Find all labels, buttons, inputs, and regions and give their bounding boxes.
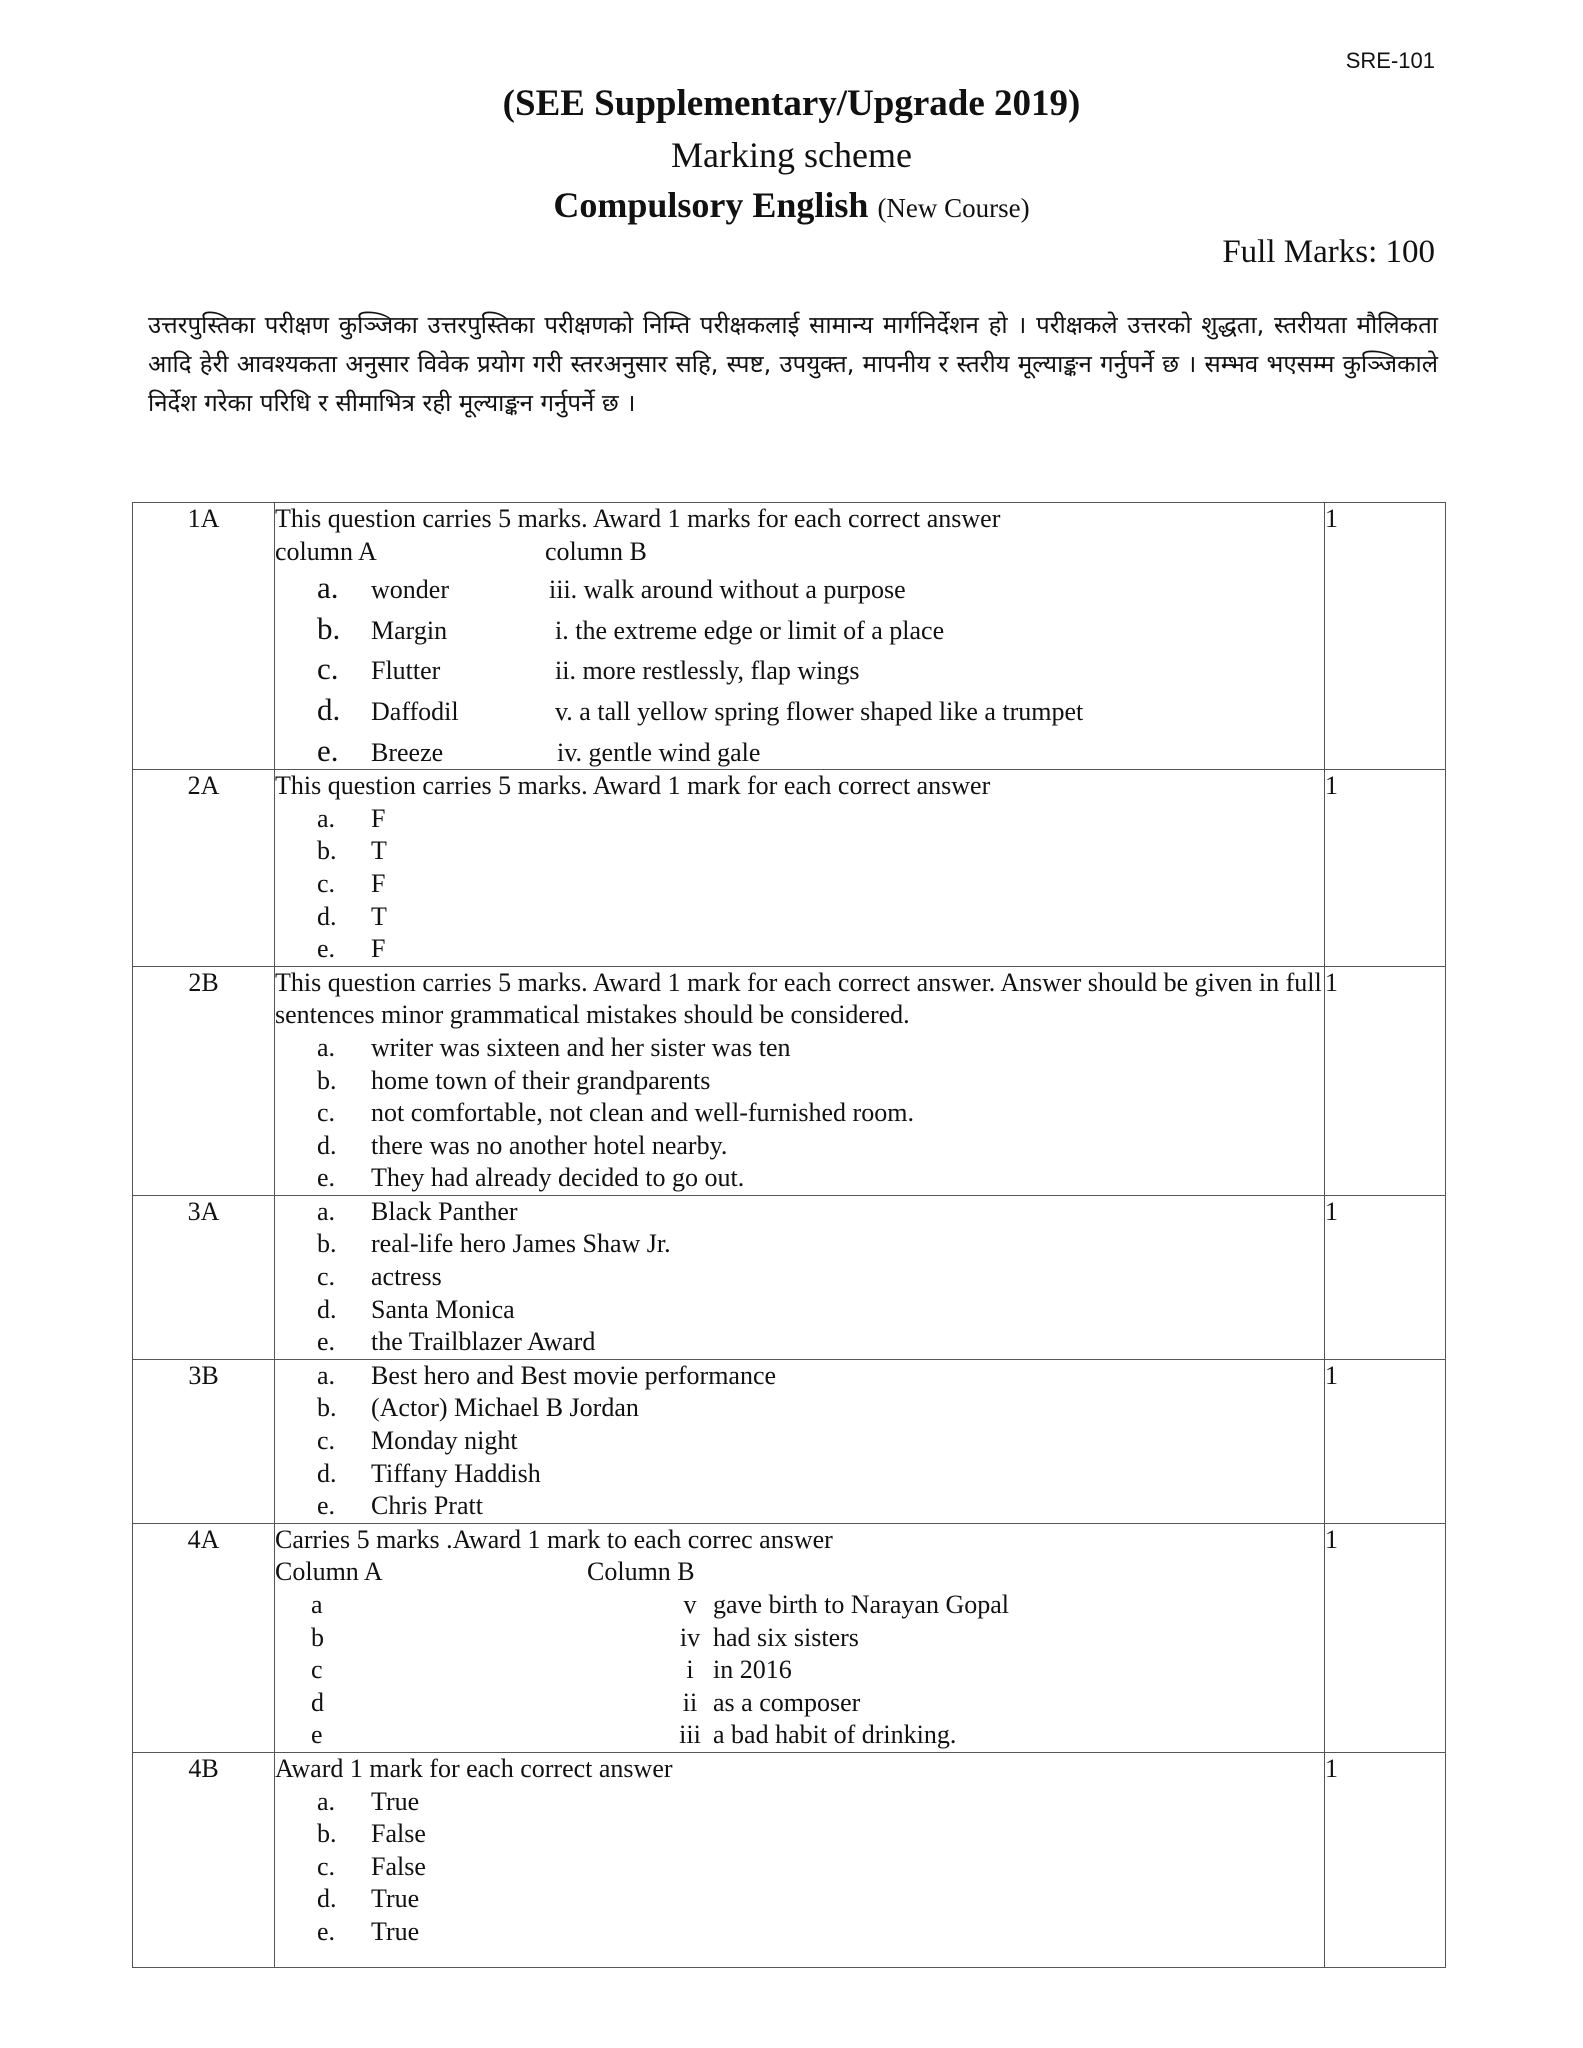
list-item <box>275 1786 1324 1819</box>
list-item <box>275 1490 1324 1523</box>
column-b-number: iv <box>679 1622 701 1652</box>
list-item <box>275 610 1324 648</box>
item-letter: a. <box>317 570 339 606</box>
list-item <box>275 933 1324 966</box>
item-letter: c. <box>317 1262 336 1292</box>
item-letter: e. <box>317 934 336 964</box>
list-item <box>275 803 1324 836</box>
item-letter: b. <box>317 1065 337 1095</box>
column-a-letter: b <box>311 1622 324 1652</box>
item-answer: not comfortable, not clean and well-furnished room. <box>371 1098 914 1128</box>
question-number: 4A <box>133 1523 275 1752</box>
list-item <box>275 1294 1324 1327</box>
column-a-header: column A <box>275 536 377 566</box>
marks-cell: 1 <box>1325 966 1446 1195</box>
item-answer: real-life hero James Shaw Jr. <box>371 1229 671 1259</box>
column-b-text: had six sisters <box>713 1622 859 1652</box>
question-content <box>275 503 1325 770</box>
question-content <box>275 770 1325 967</box>
table-row <box>133 1359 1446 1523</box>
list-item <box>275 1032 1324 1065</box>
list-item <box>275 1458 1324 1491</box>
table-row <box>133 770 1446 967</box>
question-number: 3A <box>133 1195 275 1359</box>
column-b-text: as a composer <box>713 1687 861 1717</box>
question-intro: This question carries 5 marks. Award 1 mark for each correct answer. Answer should be given in full sentences minor grammatical mistakes should be considered. <box>275 967 1322 1030</box>
item-letter: e. <box>317 1163 336 1193</box>
marking-table <box>132 502 1446 1968</box>
question-content <box>275 966 1325 1195</box>
list-item <box>275 1196 1324 1229</box>
item-answer: writer was sixteen and her sister was ten <box>371 1032 791 1062</box>
table-row <box>133 1195 1446 1359</box>
item-letter: d. <box>317 1294 337 1324</box>
question-content <box>275 1195 1325 1359</box>
table-row <box>133 503 1446 770</box>
item-letter: c. <box>317 651 339 687</box>
marks-cell: 1 <box>1325 1752 1446 1967</box>
table-row <box>133 1752 1446 1967</box>
item-letter: c. <box>317 1098 336 1128</box>
column-a-word: Breeze <box>371 737 444 767</box>
exam-title: (SEE Supplementary/Upgrade 2019) <box>502 83 1081 124</box>
item-answer: Best hero and Best movie performance <box>371 1360 777 1390</box>
column-b-text: in 2016 <box>713 1655 792 1685</box>
item-answer: Santa Monica <box>371 1294 515 1324</box>
item-answer: T <box>371 901 387 931</box>
item-answer: Tiffany Haddish <box>371 1458 541 1488</box>
question-content <box>275 1359 1325 1523</box>
item-letter: d. <box>317 691 341 727</box>
list-item <box>275 868 1324 901</box>
marking-scheme-subtitle: Marking scheme <box>671 135 912 175</box>
item-answer: Monday night <box>371 1426 518 1456</box>
list-item <box>275 901 1324 934</box>
subject-heading <box>0 184 1583 226</box>
list-item <box>275 1360 1324 1393</box>
item-letter: a. <box>317 1196 336 1226</box>
item-letter: b. <box>317 1393 337 1423</box>
list-item <box>275 691 1324 729</box>
question-number: 4B <box>133 1752 275 1967</box>
list-item <box>275 653 1324 688</box>
item-answer: actress <box>371 1262 442 1292</box>
item-answer: F <box>371 868 386 898</box>
full-marks: Full Marks: 100 <box>1222 234 1435 270</box>
column-a-letter: e <box>311 1720 323 1750</box>
item-letter: d. <box>317 1458 337 1488</box>
list-item <box>275 1851 1324 1884</box>
item-letter: a. <box>317 1786 336 1816</box>
list-item <box>275 1622 1324 1655</box>
item-letter: a. <box>317 1360 336 1390</box>
item-letter: d. <box>317 901 337 931</box>
list-item <box>275 1326 1324 1359</box>
item-letter: d. <box>317 1884 337 1914</box>
list-item <box>275 1392 1324 1425</box>
column-a-word: wonder <box>371 575 449 605</box>
question-number: 1A <box>133 503 275 770</box>
list-item <box>275 1130 1324 1163</box>
item-answer: there was no another hotel nearby. <box>371 1130 728 1160</box>
column-b-header: column B <box>545 536 647 566</box>
item-answer: They had already decided to go out. <box>371 1163 745 1193</box>
item-answer: Black Panther <box>371 1196 518 1226</box>
item-answer: False <box>371 1819 426 1849</box>
column-a-letter: c <box>311 1655 323 1685</box>
list-item <box>275 1162 1324 1195</box>
item-letter: a. <box>317 803 336 833</box>
column-a-header: Column A <box>275 1557 383 1587</box>
column-b-meaning: i. the extreme edge or limit of a place <box>555 615 945 645</box>
column-b-meaning: ii. more restlessly, flap wings <box>555 656 860 686</box>
item-letter: c. <box>317 1426 336 1456</box>
item-letter: e. <box>317 1491 336 1521</box>
list-item <box>275 1228 1324 1261</box>
list-item <box>275 1883 1324 1916</box>
question-intro: This question carries 5 marks. Award 1 marks for each correct answer <box>275 504 1001 533</box>
item-answer: True <box>371 1884 420 1914</box>
list-item <box>275 1818 1324 1851</box>
item-letter: b. <box>317 1229 337 1259</box>
question-intro: This question carries 5 marks. Award 1 mark for each correct answer <box>275 771 991 801</box>
question-intro: Carries 5 marks .Award 1 mark to each correc answer <box>275 1524 833 1554</box>
question-content <box>275 1752 1325 1967</box>
column-b-meaning: v. a tall yellow spring flower shaped like a trumpet <box>555 696 1084 726</box>
question-number: 2A <box>133 770 275 967</box>
question-number: 2B <box>133 966 275 1195</box>
item-answer: True <box>371 1786 420 1816</box>
column-b-number: ii <box>682 1687 698 1717</box>
item-answer: F <box>371 934 386 964</box>
item-letter: b. <box>317 1819 337 1849</box>
list-item <box>275 1097 1324 1130</box>
list-item <box>275 1719 1324 1752</box>
item-answer: T <box>371 836 387 866</box>
column-a-word: Daffodil <box>371 696 459 726</box>
column-b-number: i <box>686 1655 694 1685</box>
item-answer: (Actor) Michael B Jordan <box>371 1393 639 1423</box>
item-letter: e. <box>317 1916 336 1946</box>
list-item <box>275 1425 1324 1458</box>
item-letter: c. <box>317 868 336 898</box>
marks-cell: 1 <box>1325 503 1446 770</box>
item-letter: b. <box>317 836 337 866</box>
column-b-text: gave birth to Narayan Gopal <box>713 1590 1010 1619</box>
item-answer: Chris Pratt <box>371 1491 483 1521</box>
item-answer: the Trailblazer Award <box>371 1327 596 1357</box>
list-item <box>275 1687 1324 1720</box>
question-number: 3B <box>133 1359 275 1523</box>
list-item <box>275 732 1324 770</box>
question-intro: Award 1 mark for each correct answer <box>275 1753 673 1783</box>
item-answer: False <box>371 1851 426 1881</box>
column-b-number: v <box>683 1590 697 1619</box>
list-item <box>275 1916 1324 1949</box>
list-item <box>275 572 1324 607</box>
item-letter: e. <box>317 1327 336 1357</box>
item-answer: True <box>371 1916 420 1946</box>
item-letter: d. <box>317 1130 337 1160</box>
column-a-letter: a <box>311 1590 323 1619</box>
column-a-letter: d <box>311 1687 324 1717</box>
question-content <box>275 1523 1325 1752</box>
item-letter: c. <box>317 1851 336 1881</box>
item-letter: a. <box>317 1032 336 1062</box>
column-headers <box>275 536 1324 569</box>
list-item <box>275 1065 1324 1098</box>
subject-name: Compulsory English <box>553 185 869 225</box>
list-item <box>275 1589 1324 1622</box>
list-item <box>275 835 1324 868</box>
column-a-word: Margin <box>371 615 448 645</box>
column-b-text: a bad habit of drinking. <box>713 1720 957 1750</box>
item-letter: e. <box>317 732 339 768</box>
course-note: (New Course) <box>877 193 1030 223</box>
item-answer: home town of their grandparents <box>371 1065 711 1095</box>
column-b-number: iii <box>679 1720 701 1750</box>
column-a-word: Flutter <box>371 656 441 686</box>
table-row <box>133 966 1446 1195</box>
column-b-meaning: iii. walk around without a purpose <box>549 575 906 605</box>
marks-cell: 1 <box>1325 770 1446 967</box>
marks-cell: 1 <box>1325 1195 1446 1359</box>
examiner-instruction: उत्तरपुस्तिका परीक्षण कुञ्जिका उत्तरपुस्तिका परीक्षणको निम्ति परीक्षकलाई सामान्य मार्गनिर्देशन हो । परीक्षकले उत्तरको शुद्धता, स्तरीयता मौलिकता आदि हेरी आवश्यकता अनुसार विवेक प्रयोग गरी स्तरअनुसार सहि, स्पष्ट, उपयुक्त, मापनीय र स्तरीय मूल्याङ्कन गर्नुपर्ने छ । सम्भव भएसम्म कुञ्जिकाले निर्देश गरेका परिधि र सीमाभित्र रही मूल्याङ्कन गर्नुपर्ने छ । <box>148 311 1438 417</box>
document-code: SRE-101 <box>1345 48 1435 73</box>
column-b-header: Column B <box>587 1557 695 1587</box>
list-item <box>275 1261 1324 1294</box>
column-b-meaning: iv. gentle wind gale <box>557 737 761 767</box>
item-answer: F <box>371 803 386 833</box>
marks-cell: 1 <box>1325 1359 1446 1523</box>
column-headers <box>275 1556 1324 1589</box>
list-item <box>275 1654 1324 1687</box>
item-letter: b. <box>317 610 341 646</box>
table-row <box>133 1523 1446 1752</box>
marks-cell: 1 <box>1325 1523 1446 1752</box>
